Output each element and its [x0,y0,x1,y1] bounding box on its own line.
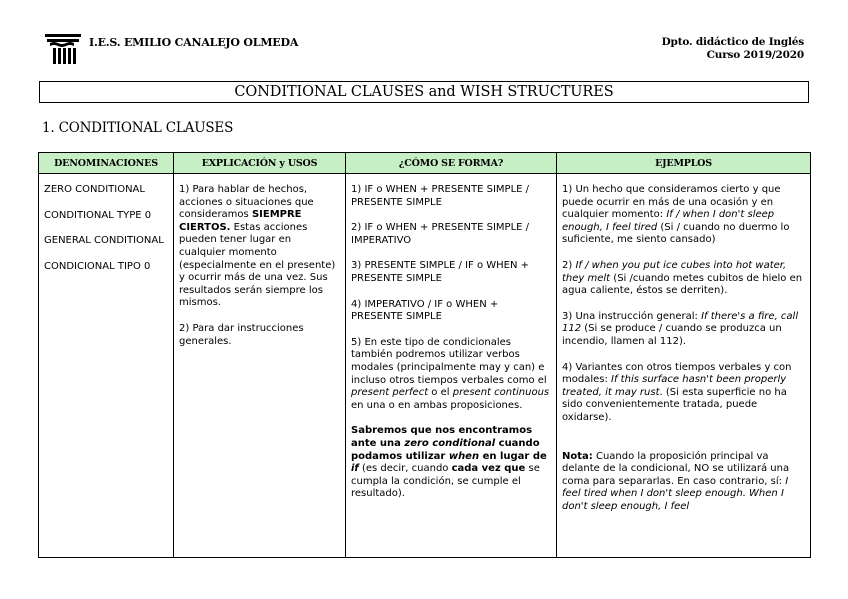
ejemplo-3: 3) Una instrucción general: If there's a fire, call 112 (Si se produce / cuando se produzca un incendio, llamen al 112). [562,310,799,347]
denominacion: CONDICIONAL TIPO 0 [44,260,151,272]
header-ejemplos: EJEMPLOS [557,153,811,174]
explicacion-2: 2) Para dar instrucciones generales. [179,322,304,347]
department-info [662,36,804,62]
table-row [39,174,811,558]
denominacion: ZERO CONDITIONAL [44,184,145,195]
cell-explicacion [174,174,346,558]
ejemplo-4: 4) Variantes con otros tiempos verbales y con modales: If this surface hasn't been properly treated, it may rust. (Si esta superficie no ha sido convenientemente tratada, puede oxidarse). [562,361,792,423]
department: Dpto. didáctico de Inglés [661,36,804,48]
nota: Nota: Cuando la proposición principal va delante de la condicional, NO se utilizará una coma para separarlas. En caso contrario, sí: I feel tired when I don't sleep enough. When I don't sleep enough, I feel [562,450,790,512]
denominacion: GENERAL CONDITIONAL [44,235,164,247]
forma-summary: Sabremos que nos encontramos ante una zero conditional cuando podamos utilizar when en lugar de if (es decir, cuando cada vez que se cumpla la condición, se cumple el resultado). [351,425,547,500]
header-explicacion: EXPLICACIÓN y USOS [174,153,346,174]
school-logo [44,31,82,65]
conditional-table [38,152,811,558]
section-heading: 1. CONDITIONAL CLAUSES [42,120,234,136]
forma-item: 4) IMPERATIVO / IF o WHEN + PRESENTE SIMPLE [351,298,499,323]
explicacion-1: 1) Para hablar de hechos, acciones o situaciones que consideramos SIEMPRE CIERTOS. Estas acciones pueden tener lugar en cualquier momento (especialmente en el presente) y ocurrir más de una vez. Sus resultados serán siempre los mismos. [179,184,336,309]
table-header-row [39,153,811,174]
cell-forma [346,174,557,558]
forma-item-5: 5) En este tipo de condicionales también podremos utilizar verbos modales (principalmente may y can) e incluso otros tiempos verbales como el present perfect o el present continuous en una o en ambas proposiciones. [351,336,550,411]
cell-ejemplos [557,174,811,558]
course: Curso 2019/2020 [706,49,804,61]
ejemplo-1: 1) Un hecho que consideramos cierto y que puede ocurrir en más de una ocasión y en cualquier momento: If / when I don't sleep enough, I feel tired (Si / cuando no duermo lo suficiente, me siento cansado) [562,184,790,246]
forma-item: 3) PRESENTE SIMPLE / IF o WHEN + PRESENTE SIMPLE [351,260,530,284]
header-forma: ¿CÓMO SE FORMA? [346,153,557,174]
ejemplo-2: 2) If / when you put ice cubes into hot water, they melt (Si /cuando metes cubitos de hielo en agua caliente, éstos se derriten). [562,259,803,297]
forma-item: 2) IF o WHEN + PRESENTE SIMPLE / IMPERATIVO [351,222,530,246]
cell-denominaciones [39,174,174,558]
header-denominaciones: DENOMINACIONES [39,153,174,174]
school-name: I.E.S. EMILIO CANALEJO OLMEDA [89,36,299,49]
document-title: CONDITIONAL CLAUSES and WISH STRUCTURES [39,81,809,103]
denominacion: CONDITIONAL TYPE 0 [44,209,152,221]
forma-item: 1) IF o WHEN + PRESENTE SIMPLE / PRESENTE SIMPLE [351,184,530,208]
